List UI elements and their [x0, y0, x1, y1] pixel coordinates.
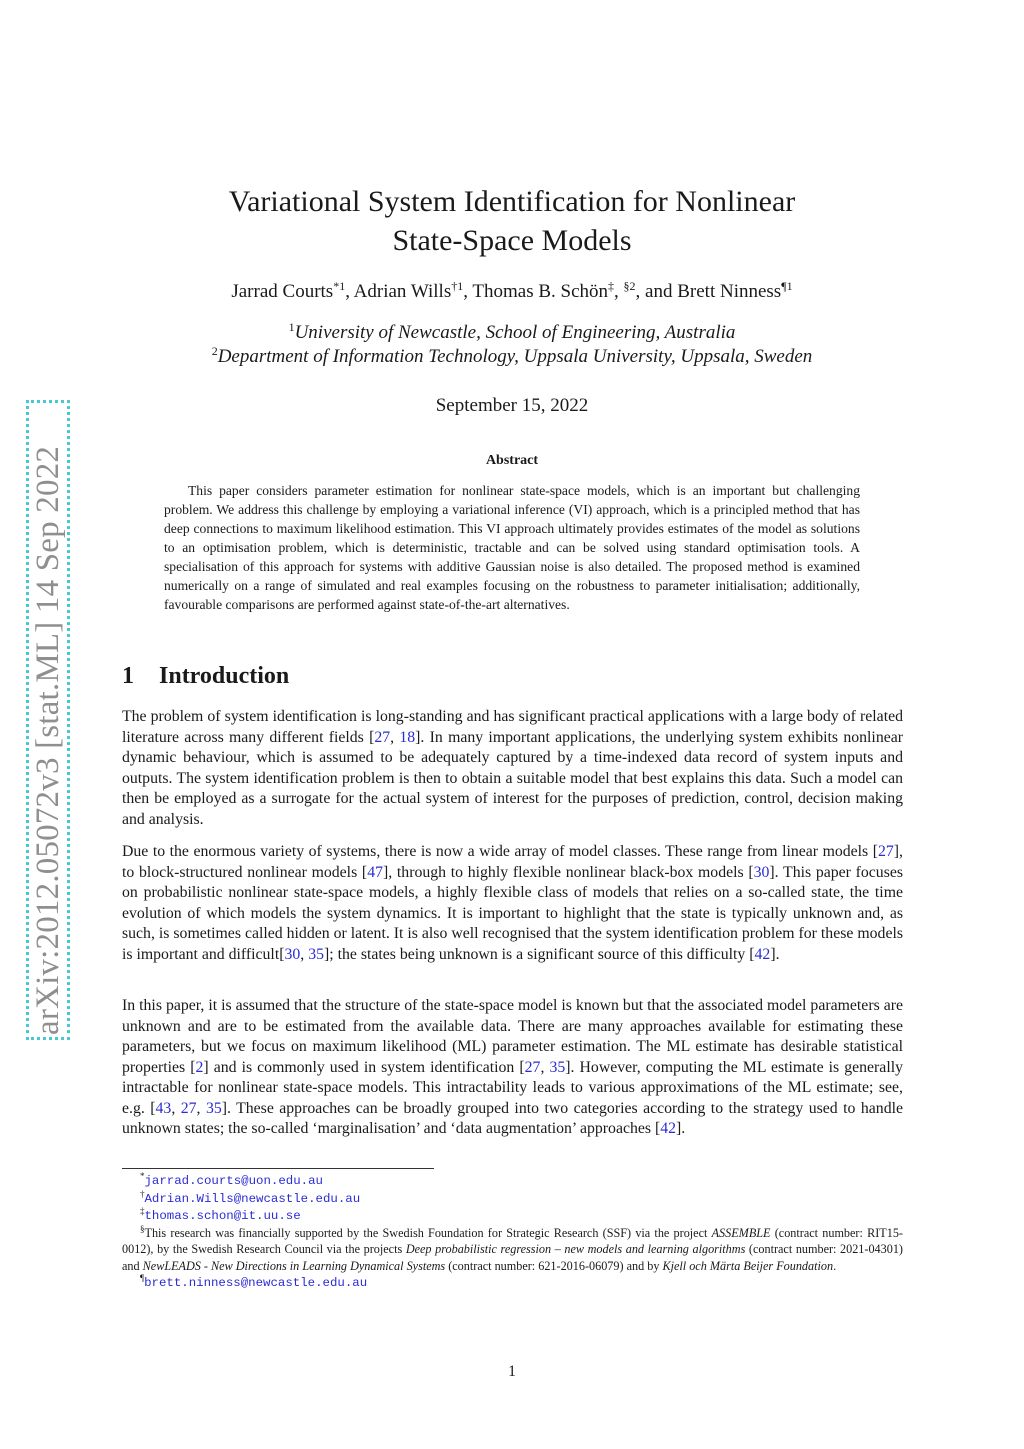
footnote-email-courts [122, 1172, 903, 1190]
paragraph-text: ]. These approaches can be broadly grouped into two categories according to the strategy used to handle unknown states; the so-called ‘marginalisation’ and ‘data augmentation’ approaches [ [122, 1099, 903, 1137]
author-name: Thomas B. Schön [472, 281, 609, 302]
footnote-text: (contract number: RIT15-0012), by the Swedish Research Council via the projects [122, 1225, 903, 1256]
citation-link[interactable]: 47 [367, 863, 383, 881]
affiliation-text: University of Newcastle, School of Engineering, Australia [294, 322, 736, 343]
email-link[interactable]: jarrad.courts@uon.edu.au [144, 1174, 323, 1188]
author-name: Brett Ninness [677, 281, 782, 302]
paragraph-text: In this paper, it is assumed that the structure of the state-space model is known but that the associated model parameters are unknown and are to be estimated from the available data. There are many approaches available for estimating these parameters, but we focus on maximum likelihood (ML) parameter estimation. The ML estimate has desirable statistical properties [ [122, 997, 903, 1076]
affiliation-text: Department of Information Technology, Uppsala University, Uppsala, Sweden [217, 346, 813, 367]
footnote-mark: * [140, 1171, 145, 1181]
author-separator: , and [635, 281, 678, 302]
citation-link[interactable]: 43 [155, 1099, 172, 1117]
paragraph-text: ]; the states being unknown is a significant source of this difficulty [ [323, 945, 755, 963]
author-list [122, 280, 902, 304]
paragraph-text: ] and is commonly used in system identification [ [203, 1058, 525, 1076]
paper-title-line-2: State-Space Models [392, 224, 632, 257]
paragraph-text: ]. In many important applications, the underlying system exhibits nonlinear dynamic behaviour, which is assumed to be adequately captured by a time-indexed data record of system inputs and outputs. The system identification problem is then to obtain a suitable model that best explains this data. Such a model can then be employed as a surrogate for the actual system of interest for the purposes of prediction, control, decision making and analysis. [122, 728, 903, 828]
footnote-mark: † [140, 1188, 145, 1199]
footnote-mark: ¶ [140, 1273, 145, 1283]
citation-link[interactable]: 27 [877, 843, 894, 860]
abstract-body: This paper considers parameter estimation for nonlinear state-space models, which is an important but challenging problem. We address this challenge by employing a variational inference (VI) approach, which is a principled method that has deep connections to maximum likelihood estimation. This VI approach ultimately provides estimates of the model as solutions to an optimisation problem, which is deterministic, tractable and can be solved using standard optimisation tools. A specialisation of this approach for systems with additive Gaussian noise is also detailed. The proposed method is examined numerically on a range of simulated and real examples focusing on the robustness to parameter initialisation; additionally, favourable comparisons are performed against state-of-the-art alternatives. [164, 483, 860, 612]
footnote-text: (contract number: 2021-04301) and [122, 1242, 903, 1273]
paragraph-text: ]. This paper focuses on probabilistic nonlinear state-space models, a highly flexible class of models that relies on a so-called state, the time evolution of which models the system dynamics. It is important to highlight that the state is typically unknown and, as such, is sometimes called hidden or latent. It is also well recognised that the system identification problem for these models is important and difficult[ [122, 863, 904, 963]
paragraph-text: ]. [676, 1120, 686, 1137]
footnotes [122, 1172, 903, 1292]
citation-link[interactable]: 27 [180, 1099, 197, 1117]
intro-paragraph-1: The problem of system identification is long-standing and has significant practical applications with a large body of related literature across many different fields [27, 18]. In many important applications, the underlying system exhibits nonlinear dynamic behaviour, which is assumed to be adequately captured by a time-indexed data record of system inputs and outputs. The system identification problem is then to obtain a suitable model that best explains this data. Such a model can then be employed as a surrogate for the actual system of interest for the purposes of prediction, control, decision making and analysis. [122, 708, 903, 828]
citation-link[interactable]: 27 [374, 728, 391, 746]
paper-date: September 15, 2022 [435, 395, 589, 416]
author-separator: , [345, 281, 354, 302]
intro-paragraph-3: In this paper, it is assumed that the structure of the state-space model is known but that the associated model parameters are unknown and are to be estimated from the available data. There are many approaches available for estimating these parameters, but we focus on maximum likelihood (ML) parameter estimation. The ML estimate has desirable statistical properties [2] and is commonly used in system identification [27, 35]. However, computing the ML estimate is generally intractable for nonlinear state-space models. This intractability leads to various approximations of the ML estimate; see, e.g. [43, 27, 35]. These approaches can be broadly grouped into two categories according to the strategy used to handle unknown states; the so-called ‘marginalisation’ and ‘data augmentation’ approaches [42]. [122, 997, 903, 1137]
author-separator: , [614, 281, 624, 302]
arxiv-identifier-text: arXiv:2012.05072v3 [stat.ML] 14 Sep 2022 [30, 445, 66, 1035]
paragraph-text: ], to block-structured nonlinear models [ [122, 843, 903, 881]
intro-paragraph-2: Due to the enormous variety of systems, there is now a wide array of model classes. These range from linear models [27], to block-structured nonlinear models [47], through to highly flexible nonlinear black-box models [30]. This paper focuses on probabilistic nonlinear state-space models, a highly flexible class of models that relies on a so-called state, the time evolution of which models the system dynamics. It is important to highlight that the state is typically unknown and, as such, is sometimes called hidden or latent. It is also well recognised that the system identification problem for these models is important and difficult[30, 35]; the states being unknown is a significant source of this difficulty [42]. [122, 843, 904, 963]
citation-link[interactable]: 42 [660, 1120, 677, 1137]
footnote-funding [122, 1225, 903, 1275]
author-name: Jarrad Courts [231, 281, 334, 302]
abstract-heading: Abstract [485, 453, 539, 468]
citation-link[interactable]: 35 [549, 1058, 566, 1076]
footnote-text: This research was financially supported by the Swedish Foundation for Strategic Research (SSF) via the project [144, 1225, 712, 1240]
footnote-mark: ‡ [140, 1206, 145, 1216]
email-link[interactable]: Adrian.Wills@newcastle.edu.au [144, 1191, 361, 1206]
citation-link[interactable]: 42 [754, 945, 771, 963]
affiliation-number: 1 [288, 320, 295, 334]
author-mark: ¶1 [781, 279, 793, 293]
author-mark: §2 [623, 279, 636, 293]
citation-link[interactable]: 18 [399, 728, 416, 746]
paragraph-text: ]. However, computing the ML estimate is generally intractable for nonlinear state-space models. This intractability leads to various approximations of the ML estimate; see, e.g. [ [122, 1058, 903, 1117]
citation-link[interactable]: 30 [753, 863, 770, 881]
footnote-email-schon [122, 1207, 903, 1225]
foundation-name: Kjell och Märta Beijer Foundation [662, 1258, 834, 1273]
email-link[interactable]: brett.ninness@newcastle.edu.au [144, 1276, 368, 1290]
paragraph-text: ]. [770, 945, 780, 963]
author-mark: †1 [451, 279, 464, 293]
citation-link[interactable]: 27 [524, 1058, 541, 1076]
project-name: ASSEMBLE [711, 1225, 771, 1240]
footnote-text: . [833, 1258, 837, 1273]
citation-link[interactable]: 35 [205, 1099, 222, 1117]
footnote-divider [122, 1168, 434, 1169]
page-number: 1 [508, 1363, 516, 1380]
project-name: NewLEADS - New Directions in Learning Dynamical Systems [142, 1258, 446, 1273]
project-name: Deep probabilistic regression – new models and learning algorithms [405, 1242, 746, 1256]
email-link[interactable]: thomas.schon@it.uu.se [144, 1209, 301, 1223]
paragraph-text: The problem of system identification is long-standing and has significant practical applications with a large body of related literature across many different fields [ [122, 708, 903, 746]
footnote-email-wills [122, 1190, 903, 1208]
affiliation-1 [122, 321, 902, 345]
affiliation-number: 2 [211, 344, 218, 358]
citation-link[interactable]: 35 [308, 945, 324, 963]
paper-title [122, 182, 902, 260]
affiliation-2 [122, 345, 902, 369]
footnote-text: (contract number: 621-2016-06079) and by [445, 1258, 663, 1273]
section-number: 1 [122, 663, 134, 689]
author-mark: ‡ [608, 279, 615, 293]
citation-link[interactable]: 30 [284, 945, 301, 963]
footnote-mark: § [140, 1223, 145, 1234]
arxiv-identifier-stamp[interactable] [26, 400, 70, 1040]
paragraph-text: ], through to highly flexible nonlinear black-box models [ [382, 863, 754, 881]
author-name: Adrian Wills [353, 281, 452, 302]
author-mark: *1 [333, 279, 346, 293]
footnote-email-ninness [122, 1274, 903, 1292]
author-separator: , [463, 281, 473, 302]
section-heading-introduction [122, 660, 289, 692]
section-title: Introduction [159, 663, 290, 689]
paragraph-text: Due to the enormous variety of systems, there is now a wide array of model classes. These range from linear models [ [122, 843, 878, 860]
paper-title-line-1: Variational System Identification for Nonlinear [228, 185, 796, 218]
citation-link[interactable]: 2 [195, 1058, 204, 1076]
